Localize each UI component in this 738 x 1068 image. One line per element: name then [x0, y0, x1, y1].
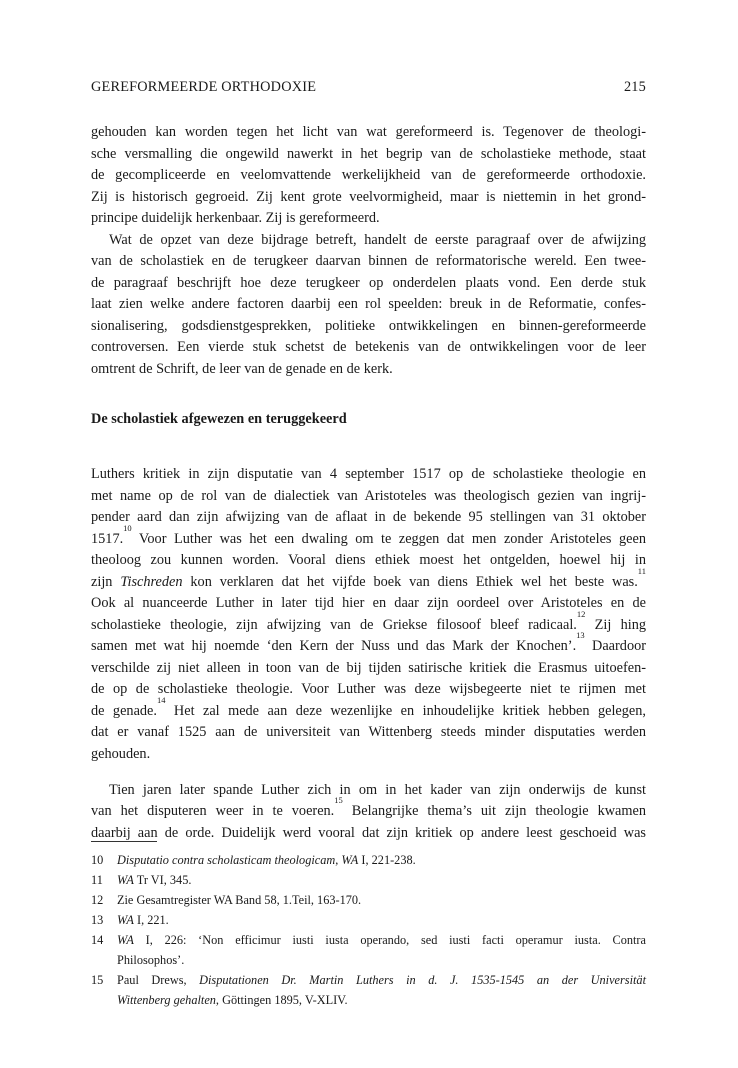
text-run: Daardoor [584, 638, 646, 655]
text-run: Disputationen Dr. Martin Luthers in d. J. 1535-1545 an der Universität [199, 973, 646, 987]
text-run: WA [117, 933, 134, 947]
footnote-13 [91, 910, 646, 930]
text-line: Luthers kritiek in zijn disputatie van 4 september 1517 op de scholastieke theologie en [91, 466, 646, 483]
text-line: omtrent de Schrift, de leer van de genade en de kerk. [91, 360, 393, 377]
text-line: laat zien welke andere factoren daarbij een rol speelden: breuk in de Reformatie, confes- [91, 296, 646, 312]
footnote-ref-11[interactable]: 11 [637, 565, 646, 576]
text-line: gehouden. [91, 745, 151, 762]
text-line: met name op de rol van de dialectiek van Aristoteles was theologisch gezien van ingrij- [91, 487, 646, 504]
footnote-ref-10[interactable]: 10 [123, 522, 132, 533]
text-run: 1517. [91, 530, 124, 547]
footnote-number: 12 [91, 893, 104, 907]
text-run: Het zal mede aan deze wezenlijke en inhoudelijke kritiek hebben gelegen, [165, 702, 646, 719]
text-run: I, 226: ‘Non efficimur iusti iusta operando, sed iusti facti operamur iusta. Contra [133, 933, 646, 947]
text-run: scholastieke theologie, zijn afwijzing van de Griekse filosoof bleef radicaal. [91, 616, 577, 633]
intro-text [91, 122, 646, 380]
text-line: verschilde zij niet alleen in toon van de bij tijden satirische kritiek die Erasmus uitoefen- [91, 659, 646, 676]
text-run: I, 221. [133, 913, 169, 927]
text-line [91, 630, 646, 658]
footnote-text [117, 870, 646, 890]
text-run: Philosophos’. [117, 953, 185, 967]
text-run: WA [117, 913, 134, 927]
text-line: sche versmalling die ongewild nawerkt in het begrip van de scholastieke methode, staat [91, 145, 646, 162]
footnote-number: 14 [91, 933, 104, 947]
text-line [91, 522, 646, 551]
section-heading: De scholastiek afgewezen en teruggekeerd [91, 411, 347, 427]
section-paragraph-2 [91, 780, 646, 845]
intro-paragraph-1 [91, 122, 646, 230]
text-line: de op de scholastieke theologie. Voor Luther was deze wijsbegeerte niet te rijmen met [91, 681, 646, 698]
footnote-11 [91, 870, 646, 890]
section-text [91, 450, 646, 858]
text-run: , Göttingen 1895, V-XLIV. [215, 993, 348, 1007]
text-run: Belangrijke thema’s uit zijn theologie kwamen [342, 803, 647, 820]
text-line: Wat de opzet van deze bijdrage betreft, handelt de eerste paragraaf over de afwijzing [109, 231, 646, 248]
text-line: controversen. Een vierde stuk schetst de betekenis van de ontwikkelingen voor de leer [91, 339, 646, 355]
text-line [91, 694, 646, 723]
text-run: Paul Drews, [117, 973, 200, 987]
text-run: van het disputeren weer in te voeren. [91, 803, 335, 820]
footnote-15 [91, 970, 646, 1010]
footnote-14 [91, 930, 646, 970]
footnote-text [117, 850, 646, 870]
footnote-12 [91, 890, 646, 910]
footnote-ref-13[interactable]: 13 [576, 630, 585, 641]
text-run: zijn [91, 573, 121, 590]
footnote-ref-15[interactable]: 15 [334, 795, 343, 806]
footnote-text: Zie Gesamtregister WA Band 58, 1.Teil, 163-170. [117, 893, 362, 907]
text-line: van de scholastiek en de terugkeer daarvan binnen de reformatorische wereld. Een twee- [91, 253, 646, 269]
running-head [91, 79, 646, 99]
text-line: Zij is historisch gegroeid. Zij kent grote veelvormigheid, maar is niettemin in het grond- [91, 188, 646, 205]
text-line: sionalisering, godsdienstgesprekken, politieke ontwikkelingen en binnen-gereformeerde [91, 317, 646, 334]
text-run: WA [341, 853, 359, 867]
text-run: I, 221-238. [358, 853, 416, 867]
running-title: GEREFORMEERDE ORTHODOXIE [91, 79, 317, 95]
footnote-text [117, 910, 646, 930]
footnote-number: 10 [91, 853, 104, 867]
footnote-text [117, 930, 646, 970]
text-run: Disputatio contra scholasticam theologicam [117, 853, 336, 867]
text-line: daarbij aan de orde. Duidelijk werd vooral dat zijn kritiek op andere leest geschoeid was [91, 824, 646, 841]
text-line: de paragraaf beschrijft hoe deze terugkeer op onderdelen plaats vond. Een derde stuk [91, 274, 646, 291]
text-line [117, 930, 646, 950]
text-run: WA [117, 873, 134, 887]
footnote-10 [91, 850, 646, 870]
text-line: de gecompliceerde en veelomvattende werkelijkheid van de gereformeerde orthodoxie. [91, 167, 646, 183]
text-line: Ook al nuanceerde Luther in later tijd hier en daar zijn oordeel over Aristoteles en de [91, 595, 646, 612]
text-run: Wittenberg gehalten [117, 993, 216, 1007]
footnotes [91, 850, 646, 1010]
text-run: , [335, 853, 342, 867]
footnote-text [117, 970, 646, 1010]
text-line [117, 970, 646, 990]
text-run: Tr VI, 345. [133, 873, 192, 887]
footnote-ref-12[interactable]: 12 [576, 608, 586, 619]
text-line [91, 608, 647, 637]
footnote-ref-14[interactable]: 14 [156, 694, 166, 705]
footnote-number: 11 [91, 873, 103, 887]
text-run: Zij hing [585, 616, 647, 633]
section-paragraph-1 [91, 464, 646, 765]
text-line: pender aard dan zijn afwijzing van de aflaat in de bekende 95 stellingen van 31 oktober [91, 509, 646, 526]
intro-paragraph-2 [91, 230, 646, 381]
text-line: theoloog zou kunnen worden. Vooral diens ethiek moest het ontgelden, hoewel hij in [91, 552, 646, 569]
text-line [91, 565, 646, 594]
text-run: samen met wat hij noemde ‘den Kern der Nuss und das Mark der Knochen’. [91, 638, 577, 655]
text-run: de genade. [91, 702, 157, 719]
text-line: gehouden kan worden tegen het licht van wat gereformeerd is. Tegenover de theologi- [91, 124, 646, 140]
text-run: Voor Luther was het een dwaling om te zeggen dat men zonder Aristoteles geen [131, 530, 646, 547]
text-run: kon verklaren dat het vijfde boek van diens Ethiek wel het beste was. [182, 573, 638, 590]
page-number: 215 [623, 79, 646, 95]
footnote-separator [91, 841, 157, 842]
footnote-number: 15 [91, 973, 104, 987]
text-line [91, 795, 647, 823]
footnote-number: 13 [91, 913, 104, 927]
text-line: Tien jaren later spande Luther zich in om in het kader van zijn onderwijs de kunst [109, 781, 646, 798]
text-line: dat er vanaf 1525 aan de universiteit van Wittenberg steeds minder disputaties werden [91, 724, 646, 741]
book-title-tischreden: Tischreden [120, 573, 183, 590]
text-line: principe duidelijk herkenbaar. Zij is gereformeerd. [91, 210, 380, 226]
